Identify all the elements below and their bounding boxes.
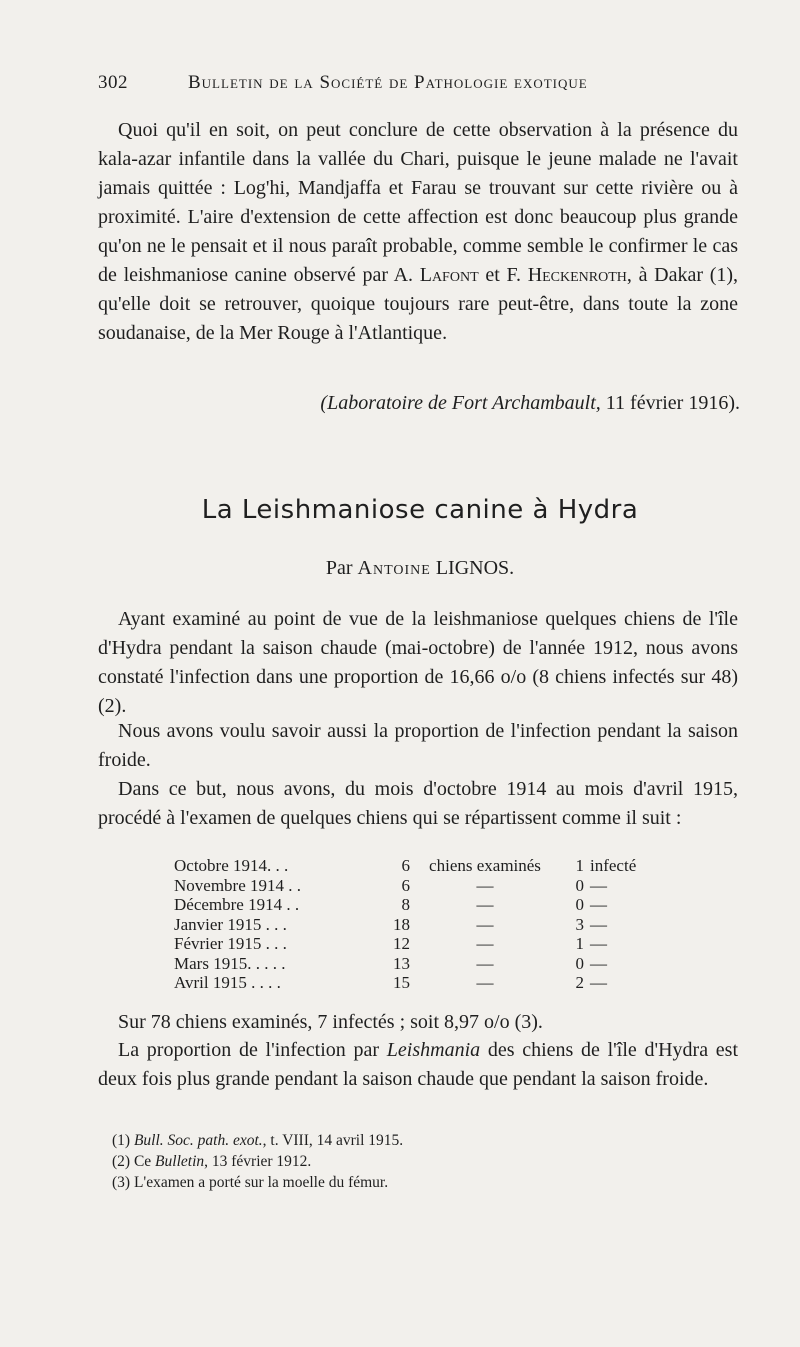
infected-label-cell: —: [590, 934, 607, 953]
examined-cell: 8: [401, 895, 410, 914]
footnotes: [112, 1130, 732, 1193]
footnote-text: , 13 février 1912.: [204, 1153, 312, 1170]
laboratory-signature: [220, 392, 740, 415]
examined-cell: 15: [393, 973, 410, 992]
examined-label-cell: —: [476, 934, 494, 953]
examined-label-cell: —: [476, 914, 494, 934]
month-cell: Octobre 1914. . .: [174, 856, 289, 875]
infected-label-cell: —: [590, 895, 607, 914]
month-cell: Avril 1915 . . . .: [174, 973, 281, 992]
author-name-heckenroth: Heckenroth: [527, 264, 627, 286]
footnote-3: [112, 1172, 732, 1193]
monthly-counts-table: [174, 856, 650, 993]
page-number: 302: [98, 72, 128, 93]
table-row: [174, 876, 650, 896]
footnote-citation: Bull. Soc. path. exot.: [133, 1132, 263, 1149]
table-row: [174, 895, 650, 915]
table-row: [174, 856, 650, 876]
paragraph-text: La proportion de l'infection par: [118, 1039, 380, 1061]
author-first-name: Antoine: [357, 557, 431, 579]
table-row: [174, 954, 650, 974]
previous-article-paragraph: [98, 116, 738, 348]
footnote-mark: (2): [112, 1153, 131, 1170]
table-row: [174, 934, 650, 954]
footnote-text: L'examen a porté sur la moelle du fémur.: [133, 1174, 389, 1191]
paragraph-text: Nous avons voulu savoir aussi la proportion de l'infection pendant la saison froide.: [98, 720, 738, 771]
infected-label-cell: —: [590, 953, 607, 973]
examined-label-cell: —: [476, 953, 494, 973]
examined-label-cell: chiens examinés: [429, 856, 541, 875]
examined-cell: 12: [393, 934, 410, 953]
article-title: La Leishmaniose canine à Hydra: [201, 495, 639, 525]
footnote-prefix: Ce: [133, 1153, 152, 1170]
table-body: [174, 856, 650, 993]
paragraph-text-end: des chiens de l'île d'Hydra est deux fois plus grande pendant la saison chaude que pendant la saison froide.: [98, 1039, 739, 1090]
signature-date: 11 février 1916).: [605, 392, 740, 414]
footnote-mark: (3): [112, 1174, 131, 1191]
infected-label-cell: infecté: [590, 856, 637, 875]
month-cell: Mars 1915. . . . .: [174, 953, 286, 973]
examined-cell: 13: [393, 953, 410, 973]
infected-cell: 0: [575, 953, 584, 973]
body-paragraph-3: [98, 775, 738, 833]
infected-cell: 0: [575, 875, 584, 895]
body-paragraph-5: [98, 1036, 738, 1094]
footnote-citation: Bulletin: [155, 1153, 205, 1170]
paragraph-text: Dans ce but, nous avons, du mois d'octobre 1914 au mois d'avril 1915, procédé à l'examen de quelques chiens qui se répartissent comme il suit :: [98, 778, 738, 829]
infected-label-cell: —: [590, 875, 607, 895]
table-row: [174, 915, 650, 935]
examined-label-cell: —: [476, 973, 494, 992]
footnote-2: [112, 1151, 732, 1172]
paragraph-text-mid: et F.: [485, 264, 521, 286]
footnote-text: , t. VIII, 14 avril 1915.: [262, 1132, 404, 1149]
month-cell: Février 1915 . . .: [174, 934, 287, 953]
examined-label-cell: —: [476, 895, 494, 914]
author-name-lafont: Lafont: [419, 264, 479, 286]
paragraph-text-tail: , à Dakar (1), qu'elle doit se retrouver, quoique toujours rare peut-être, dans toute la zone soudanaise, de la Mer Rouge à l'Atlantique.: [98, 264, 739, 344]
body-paragraph-4: [98, 1008, 738, 1037]
examined-cell: 18: [393, 914, 410, 934]
infected-cell: 1: [575, 856, 584, 875]
paragraph-text: Ayant examiné au point de vue de la leishmaniose quelques chiens de l'île d'Hydra pendant la saison chaude (mai-octobre) de l'année 1912, nous avons constaté l'infection dans une proportion de 16,66 o/o (8 chiens infectés sur 48) (2).: [98, 608, 738, 717]
infected-label-cell: —: [590, 973, 607, 992]
paragraph-text: Quoi qu'il en soit, on peut conclure de cette observation à la présence du kala-azar infantile dans la vallée du Chari, puisque le jeune malade ne l'avait jamais quittée : Log'hi, Mandjaffa et Farau se trouvant sur cette rivière ou à proximité. L'aire d'extension de cette affection est donc beaucoup plus grande qu'on ne le pensait et il nous paraît probable, comme semble le confirmer le cas de leishmaniose canine observé par A.: [98, 119, 738, 286]
month-cell: Janvier 1915 . . .: [174, 914, 287, 934]
infected-cell: 1: [575, 934, 584, 953]
infected-cell: 2: [575, 973, 584, 992]
footnote-1: [112, 1130, 732, 1151]
infected-label-cell: —: [590, 914, 607, 934]
signature-place: (Laboratoire de Fort Archambault,: [320, 392, 601, 414]
byline-prefix: Par: [325, 557, 353, 579]
article-byline: [0, 557, 800, 580]
paragraph-text: Sur 78 chiens examinés, 7 infectés ; soit 8,97 o/o (3).: [118, 1011, 543, 1033]
author-last-name: LIGNOS.: [435, 557, 515, 579]
month-cell: Décembre 1914 . .: [174, 895, 300, 914]
body-paragraph-2: [98, 717, 738, 775]
examined-label-cell: —: [476, 875, 494, 895]
journal-title: Bulletin de la Société de Pathologie exotique: [188, 72, 588, 93]
examined-cell: 6: [401, 875, 410, 895]
genus-name: Leishmania: [386, 1039, 481, 1061]
footnote-mark: (1): [112, 1132, 131, 1149]
body-paragraph-1: [98, 605, 738, 721]
infected-cell: 0: [575, 895, 584, 914]
examined-cell: 6: [401, 856, 410, 875]
table-row: [174, 973, 650, 993]
infected-cell: 3: [575, 914, 584, 934]
month-cell: Novembre 1914 . .: [174, 875, 302, 895]
